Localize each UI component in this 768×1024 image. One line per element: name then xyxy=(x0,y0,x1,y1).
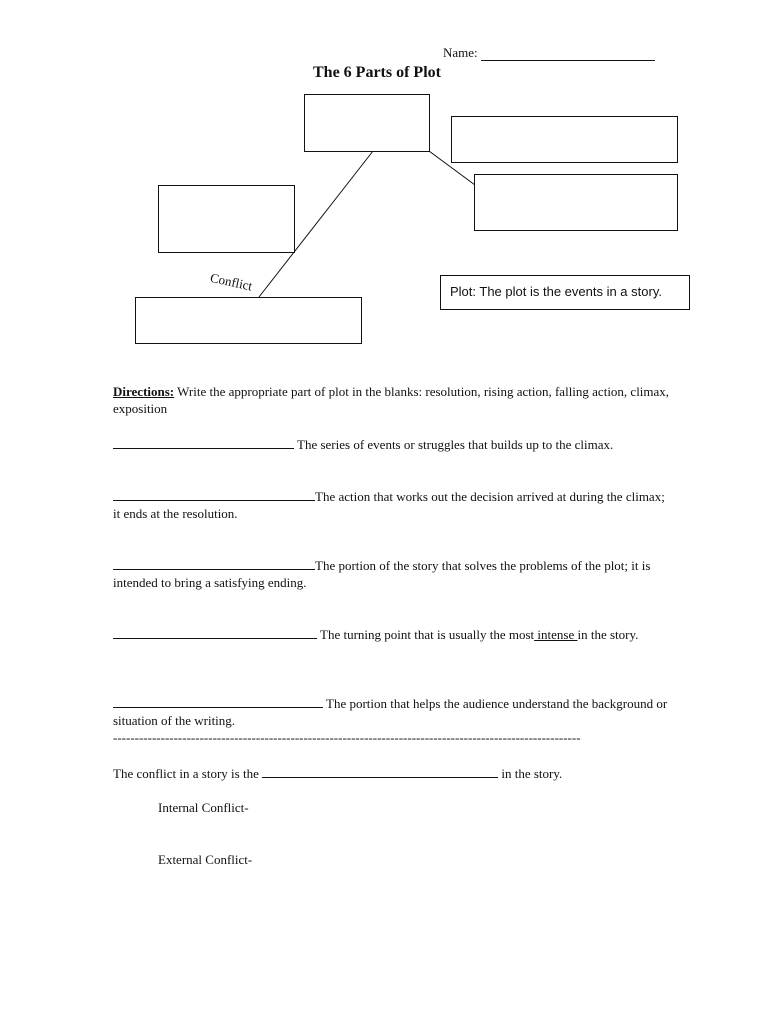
resolution-box[interactable] xyxy=(474,174,678,231)
name-label: Name: xyxy=(443,45,478,60)
item-text: in the story. xyxy=(577,627,639,642)
conflict-label: Conflict xyxy=(208,270,254,294)
conflict-blank[interactable] xyxy=(262,765,498,778)
external-conflict-label: External Conflict- xyxy=(158,852,253,867)
item-falling-action xyxy=(113,488,673,522)
item-rising-action xyxy=(113,436,673,453)
item-emphasis: intense xyxy=(534,627,578,642)
item-climax xyxy=(113,626,673,643)
item-text: The portion of the story that solves the problems of the plot; it is intended to bring a satisfying ending. xyxy=(113,558,651,590)
directions-label: Directions: xyxy=(113,384,175,399)
directions-text: Write the appropriate part of plot in the blanks: resolution, rising action, falling action, climax, exposition xyxy=(113,384,670,416)
answer-blank[interactable] xyxy=(113,626,317,639)
answer-blank[interactable] xyxy=(113,488,315,501)
directions xyxy=(113,383,673,417)
conflict-text-after: in the story. xyxy=(498,766,563,781)
item-exposition xyxy=(113,695,673,729)
conflict-text-before: The conflict in a story is the xyxy=(113,766,263,781)
internal-conflict-label: Internal Conflict- xyxy=(158,800,249,815)
dashed-divider: ------------------------------------------------------------------------------------------------------------ xyxy=(113,730,581,745)
exposition-box[interactable] xyxy=(135,297,362,344)
item-text: The series of events or struggles that builds up to the climax. xyxy=(294,437,614,452)
page-title: The 6 Parts of Plot xyxy=(313,64,441,81)
answer-blank[interactable] xyxy=(113,557,315,570)
item-resolution xyxy=(113,557,673,591)
answer-blank[interactable] xyxy=(113,436,294,449)
rising-action-box[interactable] xyxy=(158,185,295,253)
item-text: The portion that helps the audience understand the background or situation of the writing. xyxy=(113,696,668,728)
item-text: The turning point that is usually the most xyxy=(317,627,535,642)
plot-definition-text: Plot: The plot is the events in a story. xyxy=(450,284,662,299)
answer-blank[interactable] xyxy=(113,695,323,708)
item-text: The action that works out the decision arrived at during the climax; it ends at the resolution. xyxy=(113,489,665,521)
conflict-sentence xyxy=(113,765,673,782)
plot-definition-box xyxy=(440,275,690,310)
falling-action-box[interactable] xyxy=(451,116,678,163)
climax-box[interactable] xyxy=(304,94,430,152)
